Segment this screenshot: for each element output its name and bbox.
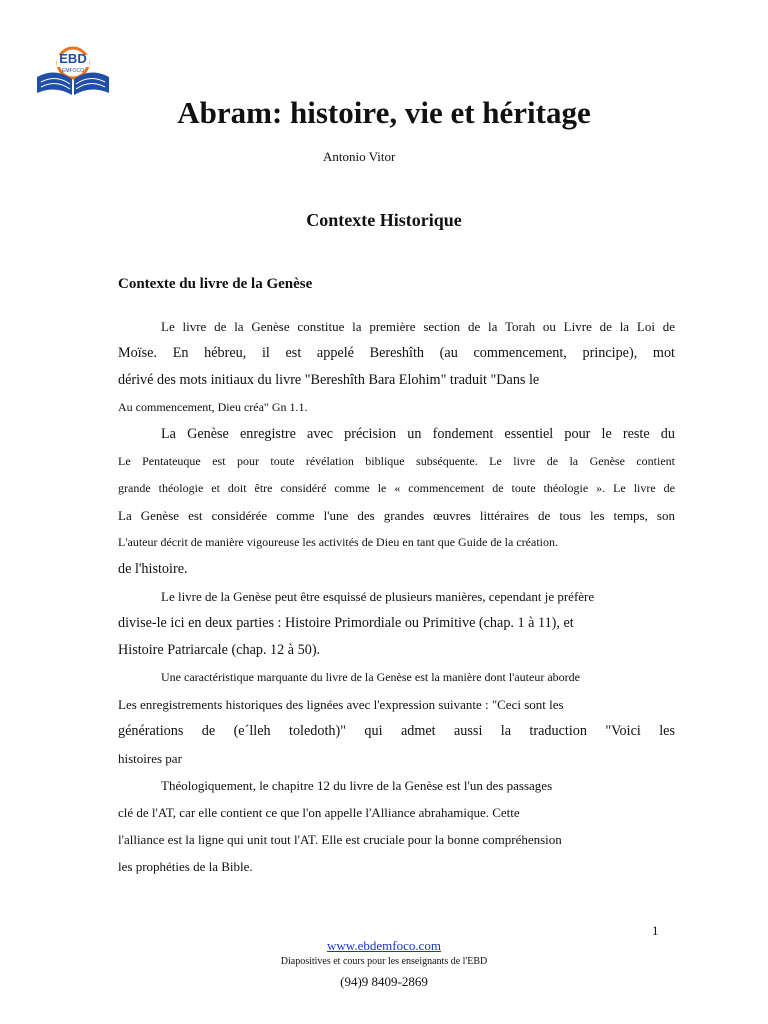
body-line: générations de (e´lleh toledoth)" qui admet aussi la traduction "Voici les [118, 723, 675, 739]
body-line: de l'histoire. [118, 561, 188, 577]
body-line: Le Pentateuque est pour toute révélation biblique subséquente. Le livre de la Genèse contient [118, 454, 675, 468]
body-line: L'auteur décrit de manière vigoureuse les activités de Dieu en tant que Guide de la création. [118, 535, 558, 549]
subsection-title: Contexte du livre de la Genèse [118, 276, 313, 292]
body-line: Une caractéristique marquante du livre de la Genèse est la manière dont l'auteur aborde [161, 670, 580, 684]
body-line: Au commencement, Dieu créa" Gn 1.1. [118, 400, 308, 414]
body-line: histoires par [118, 751, 182, 766]
body-line: Théologiquement, le chapitre 12 du livre de la Genèse est l'un des passages [161, 778, 553, 793]
body-line: Moïse. En hébreu, il est appelé Bereshîth (au commencement, principe), mot [118, 345, 675, 361]
footer-phone: (94)9 8409-2869 [340, 974, 428, 989]
body-text [118, 313, 675, 880]
author-name: Antonio Vitor [323, 149, 396, 164]
website-link[interactable]: www.ebdemfoco.com [327, 938, 441, 953]
body-line: l'alliance est la ligne qui unit tout l'AT. Elle est cruciale pour la bonne compréhension [118, 832, 562, 847]
body-line: clé de l'AT, car elle contient ce que l'on appelle l'Alliance abrahamique. Cette [118, 805, 520, 820]
body-line: divise-le ici en deux parties : Histoire Primordiale ou Primitive (chap. 1 à 11), et [118, 615, 574, 631]
body-line: La Genèse est considérée comme l'une des grandes œuvres littéraires de tous les temps, son [118, 508, 675, 523]
body-line: La Genèse enregistre avec précision un fondement essentiel pour le reste du [161, 426, 675, 442]
page-footer [0, 937, 768, 992]
document-title: Abram: histoire, vie et héritage [177, 95, 591, 130]
body-line: Le livre de la Genèse constitue la première section de la Torah ou Livre de la Loi de [161, 319, 675, 334]
logo-text: EBD [59, 51, 87, 66]
body-line: Histoire Patriarcale (chap. 12 à 50). [118, 642, 321, 658]
body-line: Le livre de la Genèse peut être esquissé de plusieurs manières, cependant je préfère [161, 589, 595, 604]
body-line: grande théologie et doit être considéré comme le « commencement de toute théologie ». Le livre de [118, 481, 675, 495]
body-line: Les enregistrements historiques des lignées avec l'expression suivante : "Ceci sont les [118, 697, 564, 712]
footer-description: Diapositives et cours pour les enseignants de l'EBD [280, 956, 488, 967]
section-title: Contexte Historique [306, 210, 462, 230]
body-line: dérivé des mots initiaux du livre "Bereshîth Bara Elohim" traduit "Dans le [118, 372, 540, 388]
page-number: 1 [652, 923, 659, 938]
logo-subtext: EMFOCO [62, 68, 84, 74]
body-line: les prophéties de la Bible. [118, 859, 253, 874]
